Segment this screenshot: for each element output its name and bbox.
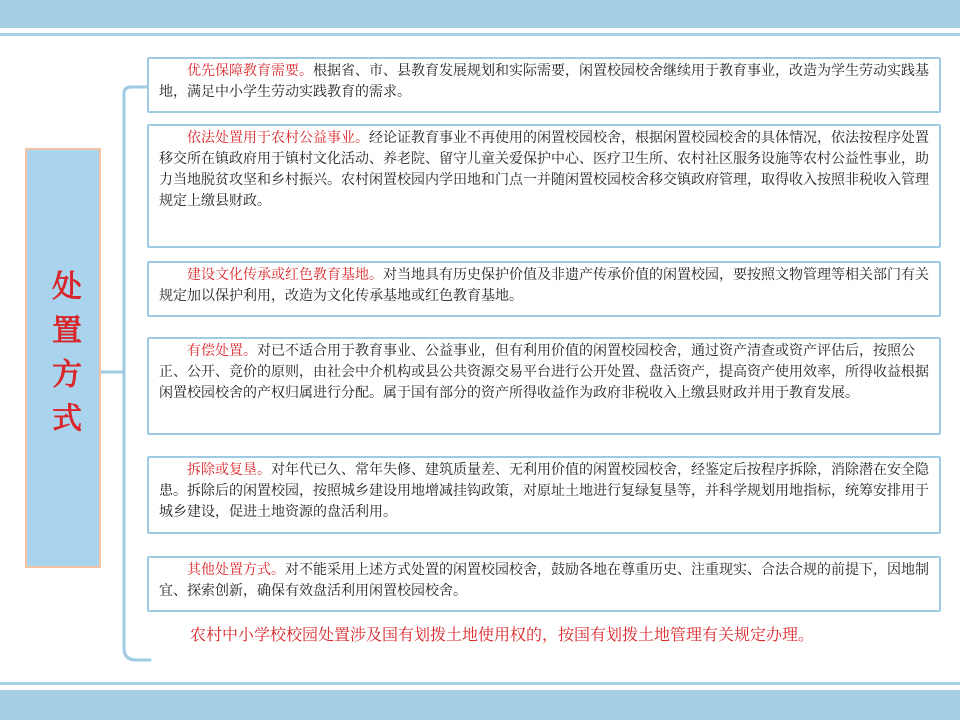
item-text: 对年代已久、常年失修、建筑质量差、无利用价值的闲置校园校舍，经鉴定后按程序拆除，消除潜在安全隐患。拆除后的闲置校园，按照城乡建设用地增减挂钩政策，对原址土地进行复绿复垦等，并科学规划用地指标，统筹安排用于城乡建设，促进土地资源的盘活利用。 xyxy=(159,462,929,520)
item-priority-education xyxy=(147,57,941,113)
item-paid-disposal xyxy=(147,337,941,435)
side-title-box xyxy=(25,148,101,568)
item-text: 经论证教育事业不再使用的闲置校园校舍，根据闲置校园校舍的具体情况，依法按程序处置移交所在镇政府用于镇村文化活动、养老院、留守儿童关爱保护中心、医疗卫生所、农村社区服务设施等农村公益性事业，助力当地脱贫攻坚和乡村振兴。农村闲置校园内学田地和门点一并随闲置校园校舍移交镇政府管理，取得收入按照非税收入管理规定上缴县财政。 xyxy=(159,130,929,209)
item-text: 对已不适合用于教育事业、公益事业，但有利用价值的闲置校园校舍，通过资产清查或资产评估后，按照公正、公开、竞价的原则，由社会中介机构或县公共资源交易平台进行公开处置、盘活资产，提高资产使用效率，所得收益根据闲置校园校舍的产权归属进行分配。属于国有部分的资产所得收益作为政府非税收入上缴县财政并用于教育发展。 xyxy=(159,343,929,401)
item-text: 对不能采用上述方式处置的闲置校园校舍，鼓励各地在尊重历史、注重现实、合法合规的前提下，因地制宜、探索创新，确保有效盘活利用闲置校园校舍。 xyxy=(159,562,929,599)
item-heading: 有偿处置。 xyxy=(187,343,257,359)
item-other-methods xyxy=(147,556,941,612)
item-demolish-reclaim xyxy=(147,456,941,534)
item-heading: 其他处置方式。 xyxy=(187,562,285,578)
bottom-decor-bar xyxy=(0,690,960,720)
item-rural-public-welfare xyxy=(147,124,941,248)
item-text: 对当地具有历史保护价值及非遗产传承价值的闲置校园，要按照文物管理等相关部门有关规定加以保护利用，改造为文化传承基地或红色教育基地。 xyxy=(159,267,929,304)
side-title: 处置方式 xyxy=(46,270,81,446)
item-heading: 建设文化传承或红色教育基地。 xyxy=(187,267,383,283)
item-text: 根据省、市、县教育发展规划和实际需要，闲置校园校舍继续用于教育事业，改造为学生劳动实践基地，满足中小学生劳动实践教育的需求。 xyxy=(159,63,929,100)
item-heading: 拆除或复垦。 xyxy=(187,462,271,478)
bottom-decor-line xyxy=(0,682,960,685)
item-heading: 依法处置用于农村公益事业。 xyxy=(187,130,369,146)
item-cultural-base xyxy=(147,261,941,317)
footnote: 农村中小学校校园处置涉及国有划拨土地使用权的，按国有划拨土地管理有关规定办理。 xyxy=(190,625,815,644)
item-heading: 优先保障教育需要。 xyxy=(187,63,313,79)
